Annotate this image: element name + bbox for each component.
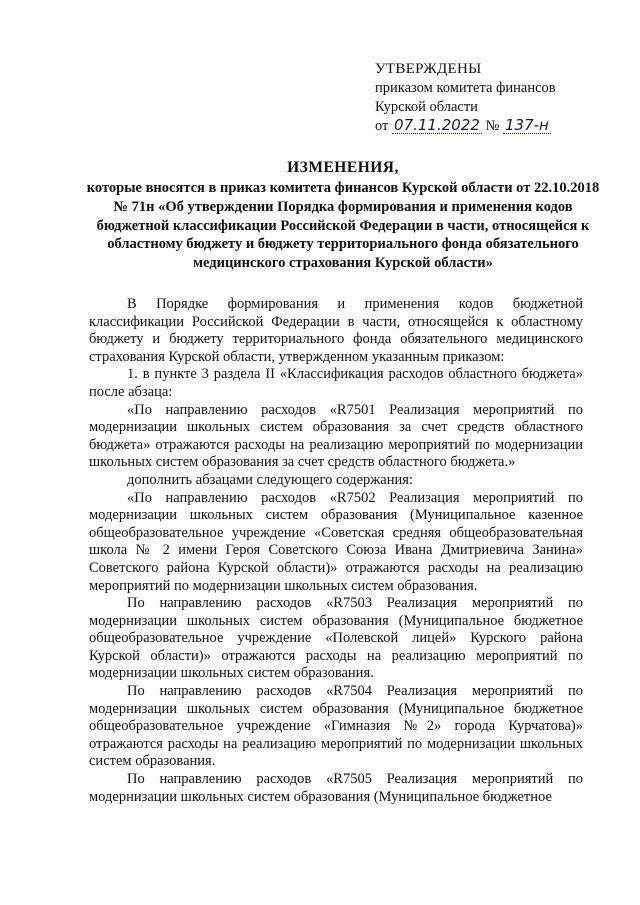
body-paragraph: По направлению расходов «R7503 Реализация мероприятий по модернизации школьных систем образования (Муниципальное бюджетное общеобразовательное учреждение «Полевской лицей» Курского района Курской области)» отражаются расходы на реализацию мероприятий по модернизации школьных систем образования. [89, 595, 583, 682]
body-paragraph: В Порядке формирования и применения кодов бюджетной классификации Российской Федерации в части, относящейся к областному бюджету и бюджету территориального фонда обязательного медицинского страхования Курской области, утвержденном указанным приказом: [89, 296, 583, 365]
approval-stamp-block [375, 60, 615, 136]
body-paragraph: По направлению расходов «R7505 Реализация мероприятий по модернизации школьных систем образования (Муниципальное бюджетное [89, 771, 583, 805]
handwritten-order-number: 137-н [505, 116, 549, 134]
document-subtitle: которые вносятся в приказ комитета финансов Курской области от 22.10.2018 № 71н «Об утверждении Порядка формирования и применения кодов бюджетной классификации Российской Федерации в части, относящейся к областному бюджету и бюджету территориального фонда обязательного медицинского страхования Курской области» [86, 180, 600, 272]
from-prefix: от [375, 118, 389, 134]
handwritten-date: 07.11.2022 [394, 116, 480, 134]
approval-line-region: Курской области [375, 99, 478, 115]
approved-heading: УТВЕРЖДЕНЫ [375, 61, 482, 77]
body-paragraph: «По направлению расходов «R7501 Реализация мероприятий по модернизации школьных систем образования за счет средств областного бюджета» отражаются расходы на реализацию мероприятий по модернизации школьных систем образования за счет средств областного бюджета.» [89, 401, 583, 471]
approval-order-line [375, 117, 615, 136]
approval-line-committee: приказом комитета финансов [375, 80, 556, 96]
number-prefix: № [485, 118, 500, 134]
body-paragraph: дополнить абзацами следующего содержания: [127, 471, 413, 488]
body-paragraph: По направлению расходов «R7504 Реализация мероприятий по модернизации школьных систем образования (Муниципальное бюджетное общеобразовательное учреждение «Гимназия №2» города Курчатова)» отражаются расходы на реализацию мероприятий по модернизации школьных систем образования. [89, 683, 583, 770]
document-body [89, 296, 583, 806]
body-paragraph: «По направлению расходов «R7502 Реализация мероприятий по модернизации школьных систем образования (Муниципальное казенное общеобразовательное учреждение «Советская средняя общеобразовательная школа № 2 имени Героя Советского Союза Ивана Дмитриевича Занина» Советского района Курской области)» отражаются расходы на реализацию мероприятий по модернизации школьных систем образования. [89, 489, 583, 594]
body-paragraph: 1. в пункте 3 раздела II «Классификация расходов областного бюджета» после абзаца: [89, 366, 583, 400]
document-title: ИЗМЕНЕНИЯ, [287, 159, 399, 176]
